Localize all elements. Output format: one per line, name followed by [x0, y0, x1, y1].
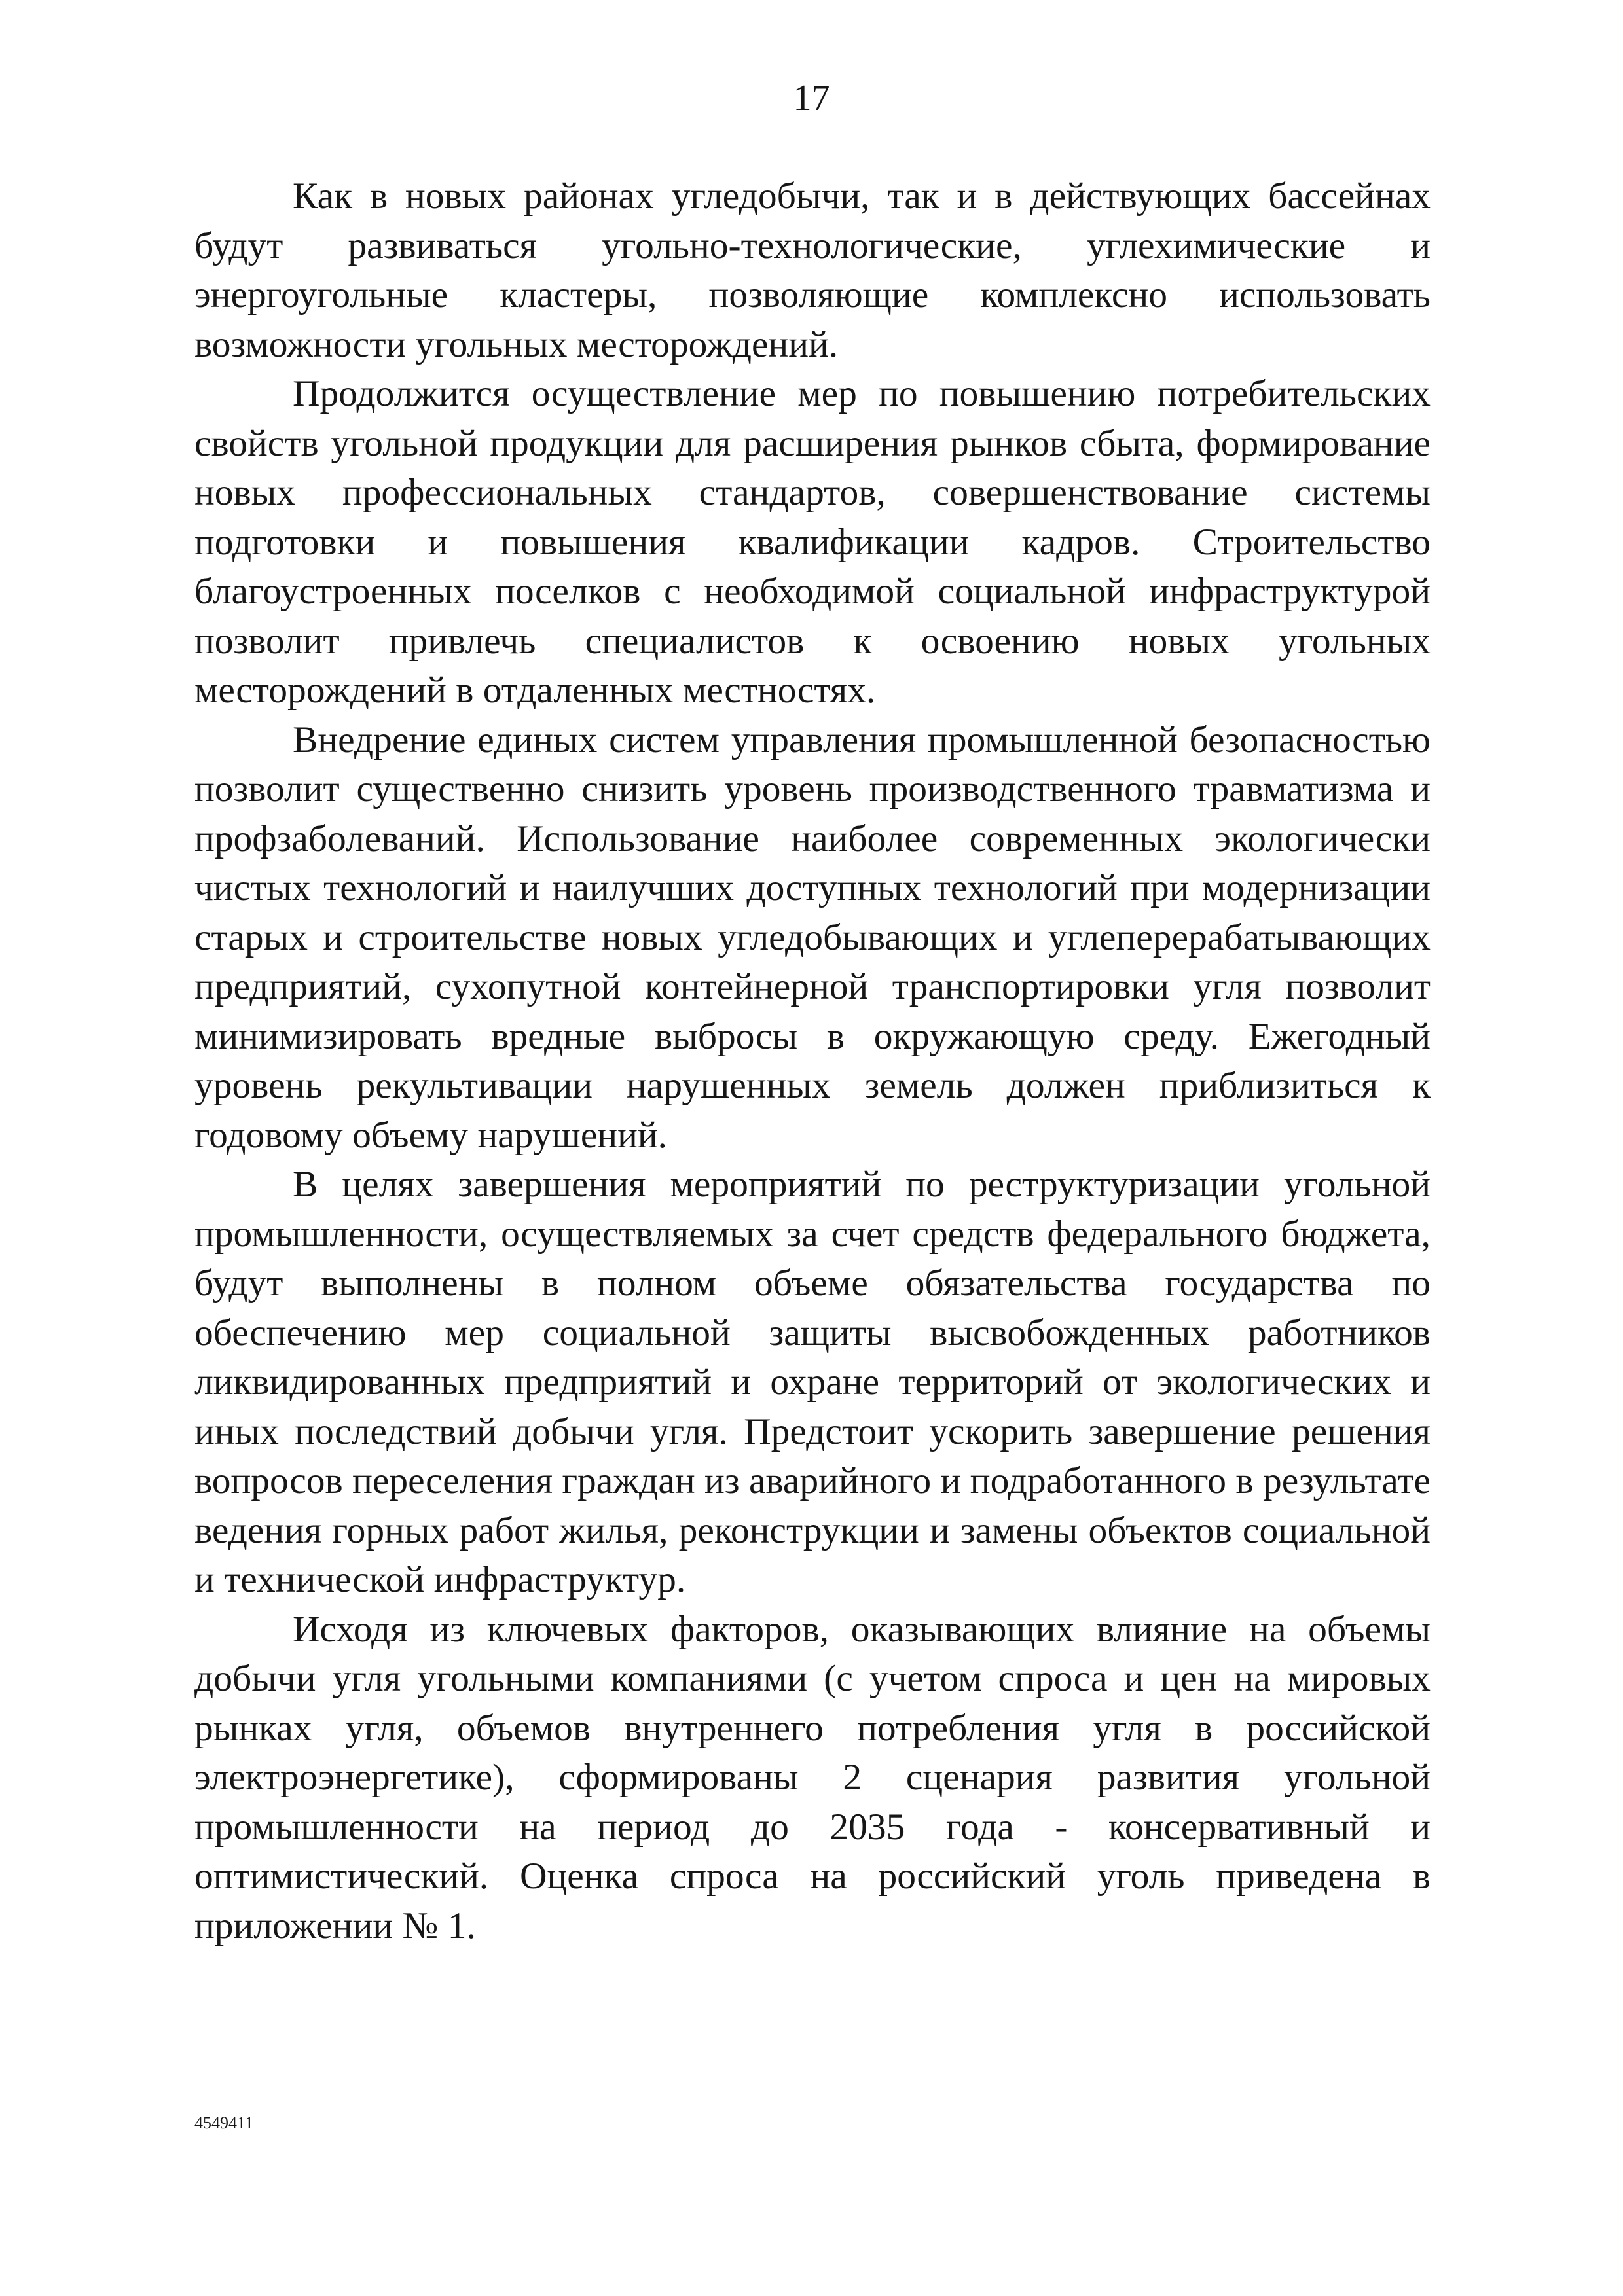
- paragraph-3: Внедрение единых систем управления промышленной безопасностью позволит существенно снизить уровень производственного травматизма и профзаболеваний. Использование наиболее современных экологически чистых технологий и наилучших доступных технологий при модернизации старых и строительстве новых угледобывающих и углеперерабатывающих предприятий, сухопутной контейнерной транспортировки угля позволит минимизировать вредные выбросы в окружающую среду. Ежегодный уровень рекультивации нарушенных земель должен приблизиться к годовому объему нарушений.: [194, 719, 1431, 1156]
- document-code: 4549411: [194, 2113, 254, 2132]
- body-text: [194, 171, 1431, 1950]
- page-number: 17: [793, 78, 830, 118]
- paragraph-1: Как в новых районах угледобычи, так и в действующих бассейнах будут развиваться угольно-технологические, углехимические и энергоугольные кластеры, позволяющие комплексно использовать возможности угольных месторождений.: [194, 175, 1431, 365]
- paragraph-2: Продолжится осуществление мер по повышению потребительских свойств угольной продукции для расширения рынков сбыта, формирование новых профессиональных стандартов, совершенствование системы подготовки и повышения квалификации кадров. Строительство благоустроенных поселков с необходимой социальной инфраструктурой позволит привлечь специалистов к освоению новых угольных месторождений в отдаленных местностях.: [194, 373, 1431, 711]
- paragraph-4: В целях завершения мероприятий по реструктуризации угольной промышленности, осуществляемых за счет средств федерального бюджета, будут выполнены в полном объеме обязательства государства по обеспечению мер социальной защиты высвобожденных работников ликвидированных предприятий и охране территорий от экологических и иных последствий добычи угля. Предстоит ускорить завершение решения вопросов переселения граждан из аварийного и подработанного в результате ведения горных работ жилья, реконструкции и замены объектов социальной и технической инфраструктур.: [194, 1164, 1431, 1600]
- paragraph-5: Исходя из ключевых факторов, оказывающих влияние на объемы добычи угля угольными компаниями (с учетом спроса и цен на мировых рынках угля, объемов внутреннего потребления угля в российской электроэнергетике), сформированы 2 сценария развития угольной промышленности на период до 2035 года - консервативный и оптимистический. Оценка спроса на российский уголь приведена в приложении № 1.: [194, 1608, 1431, 1946]
